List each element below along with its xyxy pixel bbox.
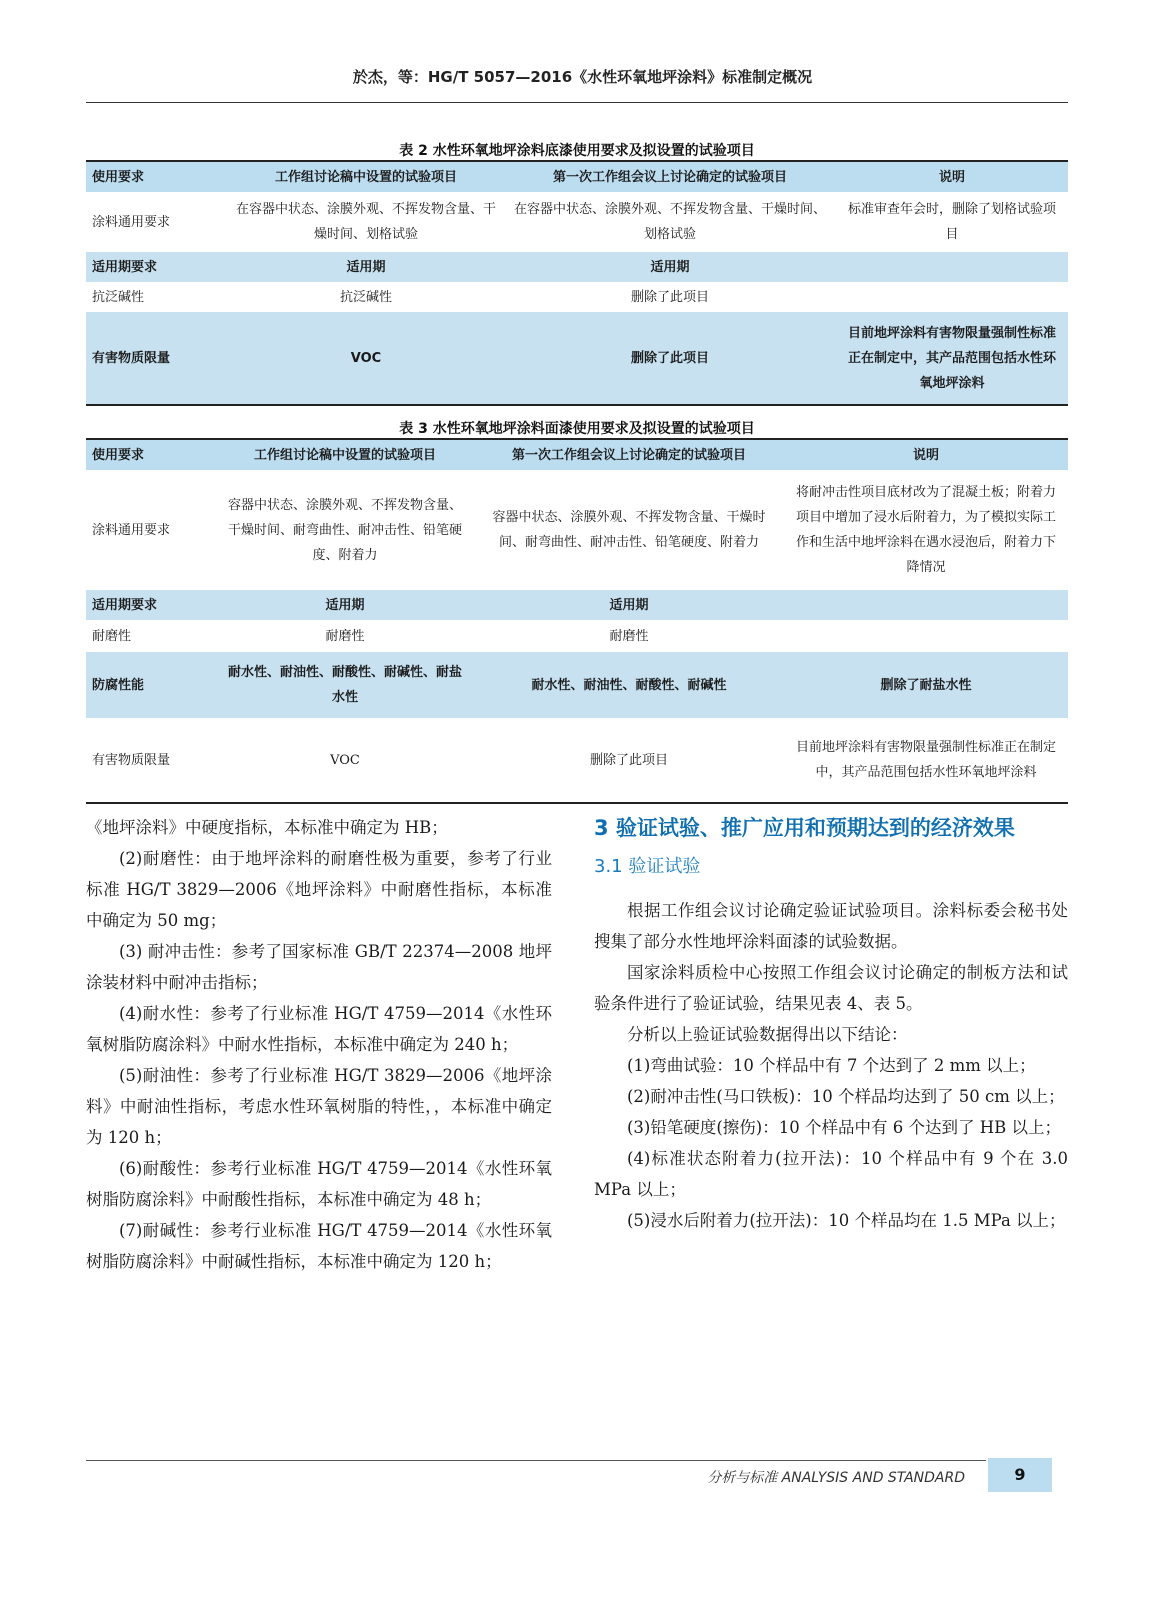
paragraph: 《地坪涂料》中硬度指标，本标准中确定为 HB；: [86, 818, 448, 837]
section-title: 3 验证试验、推广应用和预期达到的经济效果: [594, 816, 1015, 840]
table-cell: VOC: [330, 752, 360, 768]
table-cell: [836, 265, 1068, 269]
table-rule: [86, 802, 1068, 804]
right-text-column: [594, 812, 1068, 1236]
paragraph: (1)弯曲试验：10 个样品中有 7 个达到了 2 mm 以上；: [627, 1056, 1036, 1075]
table-cell: 防腐性能: [92, 677, 145, 693]
table-cell: [836, 295, 1068, 299]
paragraph: (6)耐酸性：参考行业标准 HG/T 4759—2014《水性环氧树脂防腐涂料》中耐酸性指标，本标准中确定为 48 h；: [86, 1159, 552, 1209]
journal-name: 分析与标准 ANALYSIS AND STANDARD: [707, 1470, 965, 1486]
paragraph: 国家涂料质检中心按照工作组会议讨论确定的制板方法和试验条件进行了验证试验，结果见表 4、表 5。: [594, 963, 1068, 1013]
table-cell: 涂料通用要求: [92, 214, 171, 230]
table-cell: 适用期: [650, 259, 690, 275]
table-rule: [86, 404, 1068, 406]
table-row: [86, 282, 1068, 312]
header-rule: [86, 102, 1068, 103]
paragraph: (2)耐磨性：由于地坪涂料的耐磨性极为重要，参考了行业标准 HG/T 3829—2006《地坪涂料》中耐磨性指标，本标准中确定为 50 mg；: [86, 849, 552, 930]
table-3: [86, 438, 1068, 804]
header-cell: 第一次工作组会议上讨论确定的试验项目: [552, 169, 787, 185]
table-row: [86, 590, 1068, 620]
table-cell: [784, 634, 1068, 638]
header-cell: 第一次工作组会议上讨论确定的试验项目: [511, 447, 746, 463]
table-cell: 标准审查年会时，删除了划格试验项目: [847, 202, 1056, 242]
table-row: [86, 470, 1068, 590]
table-row: [86, 718, 1068, 802]
table-cell: 涂料通用要求: [92, 522, 171, 538]
paragraph: (7)耐碱性：参考行业标准 HG/T 4759—2014《水性环氧树脂防腐涂料》中耐碱性指标，本标准中确定为 120 h；: [86, 1221, 552, 1271]
table-2-title: 表 2 水性环氧地坪涂料底漆使用要求及拟设置的试验项目: [399, 143, 755, 159]
table-cell: 在容器中状态、涂膜外观、不挥发物含量、干燥时间、划格试验: [235, 202, 496, 242]
left-text-column: [86, 812, 552, 1277]
table-header-row: [86, 440, 1068, 470]
paragraph: (5)耐油性：参考了行业标准 HG/T 3829—2006《地坪涂料》中耐油性指标，考虑水性环氧树脂的特性，，本标准中确定为 120 h；: [86, 1066, 552, 1147]
table-header-row: [86, 162, 1068, 192]
header-cell: 工作组讨论稿中设置的试验项目: [253, 447, 436, 463]
table-row: [86, 312, 1068, 404]
table-cell: 耐磨性: [609, 628, 649, 644]
footer-rule: [86, 1460, 986, 1461]
table-row: [86, 620, 1068, 652]
table-cell: 抗泛碱性: [92, 289, 145, 305]
paragraph: (5)浸水后附着力(拉开法)：10 个样品均在 1.5 MPa 以上；: [627, 1211, 1066, 1230]
table-row: [86, 192, 1068, 252]
table-cell: 删除了耐盐水性: [880, 677, 972, 693]
header-cell: 工作组讨论稿中设置的试验项目: [274, 169, 457, 185]
page-number: 9: [988, 1458, 1052, 1492]
table-cell: 容器中状态、涂膜外观、不挥发物含量、干燥时间、耐弯曲性、耐冲击性、铅笔硬度、附着力: [492, 510, 766, 550]
table-cell: 适用期要求: [92, 259, 158, 275]
header-cell: 使用要求: [92, 169, 145, 185]
header-cell: 说明: [912, 447, 939, 463]
table-cell: 适用期: [325, 597, 365, 613]
table-cell: 耐磨性: [92, 628, 132, 644]
table-cell: 目前地坪涂料有害物限量强制性标准正在制定中，其产品范围包括水性环氧地坪涂料: [795, 740, 1056, 780]
table-cell: 目前地坪涂料有害物限量强制性标准正在制定中，其产品范围包括水性环氧地坪涂料: [847, 325, 1056, 391]
header-cell: 说明: [938, 169, 965, 185]
table-cell: 删除了此项目: [589, 752, 668, 768]
table-cell: VOC: [350, 350, 382, 366]
paragraph: (3) 耐冲击性：参考了国家标准 GB/T 22374—2008 地坪涂装材料中耐冲击指标；: [86, 942, 552, 992]
subsection-title: 3.1 验证试验: [594, 856, 701, 877]
table-cell: 删除了此项目: [630, 350, 709, 366]
table-cell: 有害物质限量: [92, 350, 171, 366]
paragraph: 分析以上验证试验数据得出以下结论：: [627, 1025, 908, 1044]
table-cell: [784, 603, 1068, 607]
table-cell: 删除了此项目: [630, 289, 709, 305]
table-cell: 容器中状态、涂膜外观、不挥发物含量、干燥时间、耐弯曲性、耐冲击性、铅笔硬度、附着力: [227, 497, 462, 563]
table-cell: 抗泛碱性: [339, 289, 392, 305]
header-cell: 使用要求: [92, 447, 145, 463]
table-cell: 耐水性、耐油性、耐酸性、耐碱性: [531, 677, 727, 693]
paragraph: (4)标准状态附着力(拉开法)：10 个样品中有 9 个在 3.0 MPa 以上；: [594, 1149, 1068, 1199]
table-2: [86, 160, 1068, 406]
table-row: [86, 652, 1068, 718]
paragraph: 根据工作组会议讨论确定验证试验项目。涂料标委会秘书处搜集了部分水性地坪涂料面漆的试验数据。: [594, 901, 1068, 951]
table-cell: 适用期: [609, 597, 649, 613]
table-cell: 有害物质限量: [92, 752, 171, 768]
table-cell: 耐水性、耐油性、耐酸性、耐碱性、耐盐水性: [227, 665, 462, 705]
paragraph: (3)铅笔硬度(擦伤)：10 个样品中有 6 个达到了 HB 以上；: [627, 1118, 1061, 1137]
table-3-title: 表 3 水性环氧地坪涂料面漆使用要求及拟设置的试验项目: [399, 421, 755, 437]
paragraph: (2)耐冲击性(马口铁板)：10 个样品均达到了 50 cm 以上；: [627, 1087, 1065, 1106]
table-cell: 将耐冲击性项目底材改为了混凝土板；附着力项目中增加了浸水后附着力，为了模拟实际工作和生活中地坪涂料在遇水浸泡后，附着力下降情况: [795, 485, 1056, 575]
table-cell: 适用期要求: [92, 597, 158, 613]
table-cell: 耐磨性: [325, 628, 365, 644]
running-head: 於杰，等：HG/T 5057—2016《水性环氧地坪涂料》标准制定概况: [352, 68, 813, 86]
paragraph: (4)耐水性：参考了行业标准 HG/T 4759—2014《水性环氧树脂防腐涂料》中耐水性指标，本标准中确定为 240 h；: [86, 1004, 552, 1054]
table-cell: 适用期: [346, 259, 386, 275]
table-row: [86, 252, 1068, 282]
table-cell: 在容器中状态、涂膜外观、不挥发物含量、干燥时间、划格试验: [513, 202, 826, 242]
